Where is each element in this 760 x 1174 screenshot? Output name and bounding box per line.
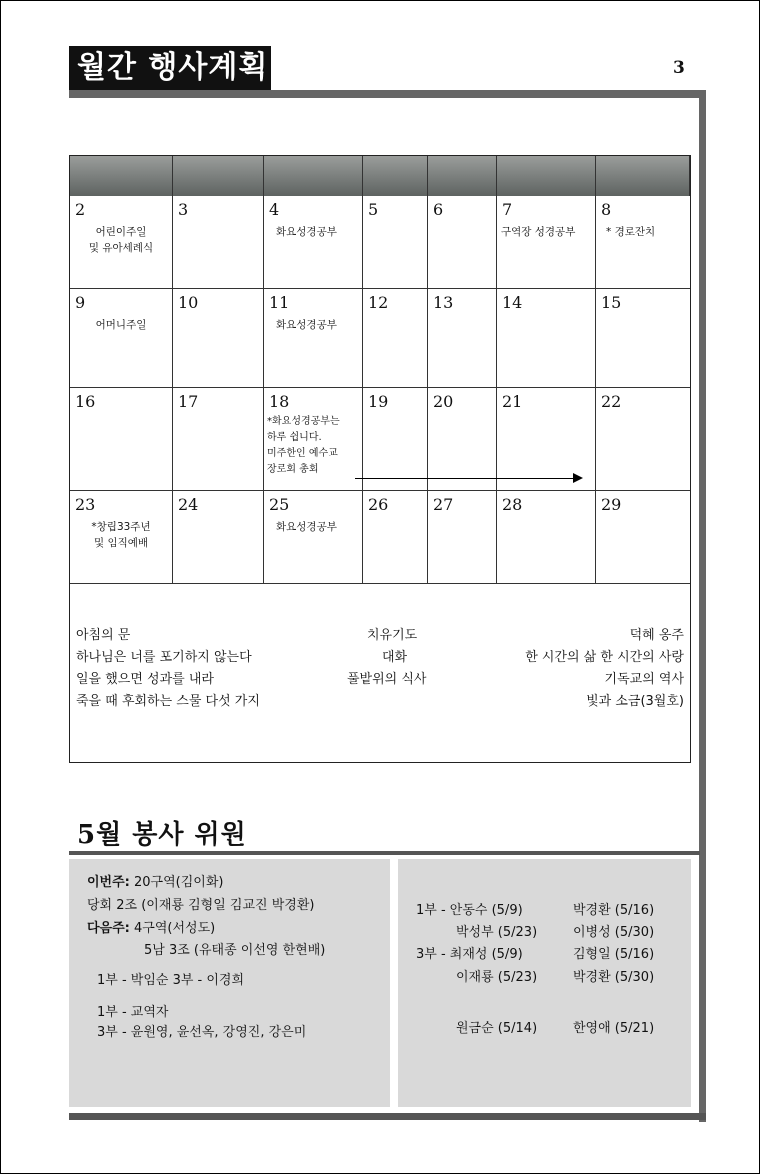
event-span-arrow-line: [355, 478, 577, 479]
calendar-header-cell: [70, 156, 173, 196]
next-week-line: [87, 917, 215, 936]
day-number: 25: [269, 495, 290, 514]
section-divider: [69, 851, 700, 855]
day-number: 28: [502, 495, 523, 514]
day-number: 5: [368, 200, 379, 219]
duty-entry: 1부 - 안동수 (5/9): [416, 903, 523, 918]
calendar-event: 어머니주일: [95, 319, 147, 331]
book-list: [70, 584, 690, 762]
book-title: 덕혜 옹주: [629, 628, 684, 643]
calendar-event: 화요성경공부: [276, 521, 337, 533]
day-number: 18: [269, 392, 290, 411]
calendar-day-cell: [264, 196, 363, 289]
session-group-line: 당회 2조 (이재룡 김형일 김교진 박경환): [87, 898, 315, 913]
title-underline: [69, 90, 706, 98]
section-title: 5월 봉사 위원: [77, 820, 247, 850]
calendar-event: * 경로잔치: [606, 226, 656, 238]
calendar-day-cell: [264, 388, 363, 491]
day-number: 12: [368, 293, 389, 312]
calendar-header-cell: [596, 156, 690, 196]
duty-panel-left: [69, 859, 390, 1107]
calendar-day-cell: [596, 388, 690, 491]
calendar-header-cell: [173, 156, 264, 196]
calendar-day-cell: [173, 388, 264, 491]
day-number: 22: [601, 392, 622, 411]
day-number: 16: [75, 392, 96, 411]
calendar-event: 및 임직예배: [93, 537, 149, 549]
day-number: 3: [178, 200, 189, 219]
this-week-label: 이번주:: [87, 875, 130, 890]
day-number: 24: [178, 495, 199, 514]
day-number: 21: [502, 392, 523, 411]
day-number: 10: [178, 293, 199, 312]
calendar-day-cell: [173, 491, 264, 584]
monthly-calendar: [69, 155, 691, 763]
book-title: 일을 했으면 성과를 내라: [76, 672, 214, 687]
duty-entry: 원금순 (5/14): [456, 1021, 538, 1036]
page-number: 3: [673, 58, 685, 78]
calendar-day-cell: [363, 388, 428, 491]
day-number: 15: [601, 293, 622, 312]
calendar-day-cell: [363, 196, 428, 289]
day-number: 6: [433, 200, 444, 219]
book-title: 하나님은 너를 포기하지 않는다: [76, 650, 252, 665]
calendar-day-cell: [173, 289, 264, 388]
calendar-event: 미주한인 예수교: [267, 448, 338, 459]
calendar-day-cell: [428, 388, 497, 491]
duty-entry: 박경환 (5/16): [573, 903, 655, 918]
calendar-day-cell: [428, 289, 497, 388]
day-number: 20: [433, 392, 454, 411]
this-week-line: [87, 871, 223, 890]
next-week-label: 다음주:: [87, 921, 130, 936]
calendar-event: 구역장 성경공부: [501, 226, 576, 238]
book-title: 기독교의 역사: [604, 672, 684, 687]
day-number: 9: [75, 293, 86, 312]
day-number: 14: [502, 293, 523, 312]
book-title: 아침의 문: [76, 628, 131, 643]
duty-entry: 박경환 (5/30): [573, 970, 655, 985]
this-week-value: 20구역(김이화): [129, 875, 224, 890]
calendar-header-cell: [428, 156, 497, 196]
day-number: 13: [433, 293, 454, 312]
calendar-day-cell: [264, 289, 363, 388]
arrow-icon: [573, 473, 583, 483]
men-group-line: 5남 3조 (유태종 이선영 한현배): [144, 943, 326, 958]
calendar-day-cell: [173, 196, 264, 289]
service-line: 1부 - 박임순 3부 - 이경희: [97, 973, 245, 988]
day-number: 11: [269, 293, 290, 312]
duty-entry: 이병성 (5/30): [573, 925, 655, 940]
calendar-day-cell: [596, 196, 690, 289]
duty-entry: 박성부 (5/23): [456, 925, 538, 940]
service-line: 3부 - 윤원영, 윤선옥, 강영진, 강은미: [97, 1025, 307, 1040]
day-number: 17: [178, 392, 199, 411]
calendar-day-cell: [363, 289, 428, 388]
calendar-header-cell: [363, 156, 428, 196]
book-title: 빛과 소금(3월호): [586, 694, 684, 709]
calendar-day-cell: [363, 491, 428, 584]
duty-entry: 한영애 (5/21): [573, 1021, 655, 1036]
calendar-day-cell: [596, 491, 690, 584]
duty-entry: 이재룡 (5/23): [456, 970, 538, 985]
next-week-value: 4구역(서성도): [129, 921, 216, 936]
book-title: 대화: [382, 650, 408, 665]
calendar-event: 화요성경공부: [276, 319, 337, 331]
calendar-event: *화요성경공부는: [267, 416, 340, 427]
calendar-day-cell: [428, 196, 497, 289]
duty-entry: 3부 - 최재성 (5/9): [416, 947, 523, 962]
calendar-header-cell: [497, 156, 596, 196]
day-number: 8: [601, 200, 612, 219]
day-number: 7: [502, 200, 513, 219]
day-number: 27: [433, 495, 454, 514]
calendar-event: 장로회 총회: [267, 464, 319, 475]
duty-entry: 김형일 (5/16): [573, 947, 655, 962]
day-number: 26: [368, 495, 389, 514]
calendar-day-cell: [596, 289, 690, 388]
calendar-day-cell: [70, 289, 173, 388]
book-title: 한 시간의 삶 한 시간의 사랑: [525, 650, 684, 665]
calendar-event: *창립33주년: [91, 521, 151, 533]
calendar-day-cell: [70, 491, 173, 584]
book-title: 치유기도: [367, 628, 418, 643]
calendar-day-cell: [497, 196, 596, 289]
day-number: 23: [75, 495, 96, 514]
book-title: 풀밭위의 식사: [347, 672, 427, 687]
day-number: 29: [601, 495, 622, 514]
duty-panel-right: [398, 859, 691, 1107]
book-title: 죽을 때 후회하는 스물 다섯 가지: [76, 694, 260, 709]
calendar-day-cell: [497, 491, 596, 584]
calendar-event: 어린이주일: [95, 226, 147, 238]
calendar-day-cell: [70, 388, 173, 491]
calendar-event: 화요성경공부: [276, 226, 337, 238]
day-number: 19: [368, 392, 389, 411]
day-number: 4: [269, 200, 280, 219]
day-number: 2: [75, 200, 86, 219]
calendar-day-cell: [264, 491, 363, 584]
frame-bottom-border: [69, 1113, 706, 1120]
page-title: 월간 행사계획: [69, 46, 271, 90]
calendar-day-cell: [428, 491, 497, 584]
calendar-event: 하루 쉽니다.: [267, 432, 322, 443]
calendar-header-cell: [264, 156, 363, 196]
service-line: 1부 - 교역자: [97, 1005, 169, 1020]
calendar-day-cell: [70, 196, 173, 289]
frame-right-border: [699, 92, 706, 1122]
calendar-event: 및 유아세례식: [88, 242, 154, 254]
calendar-day-cell: [497, 289, 596, 388]
